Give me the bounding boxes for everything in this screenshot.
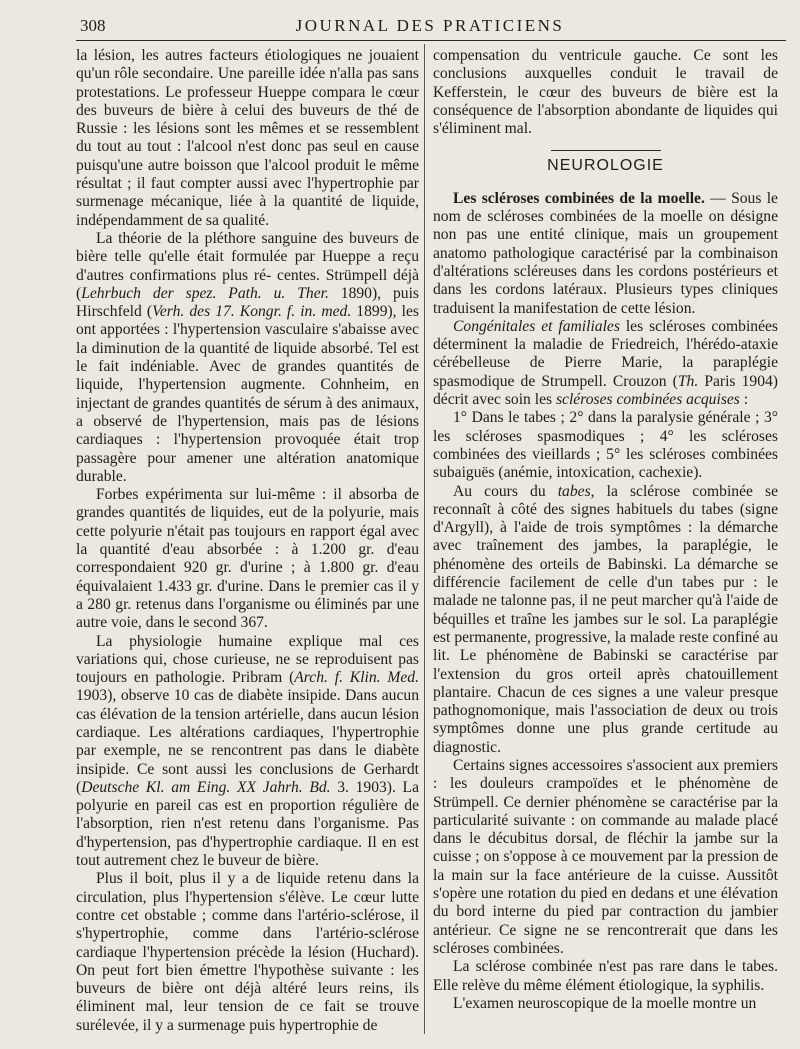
paragraph: Certains signes accessoires s'associent aux premiers : les douleurs crampoïdes et le phénomène de Strümpell. Ce dernier phénomène se caractérise par la particularité suivante : on commande au malade placé dans le décubitus dorsal, de fléchir la jambe sur la cuisse ; on s'oppose à ce mouvement par la pression de la main sur la face antérieure de la cuisse. Aussitôt s'opère une rotation du pied en dedans et une élévation du bord interne du pied par contraction du jambier antérieur. Ce signe ne se rencontrerait que dans les scléroses combinées.	[433, 756, 778, 957]
page-header	[80, 14, 780, 38]
header-rule	[76, 40, 786, 41]
section-rule	[551, 150, 661, 151]
left-column	[76, 47, 419, 1035]
section-heading	[433, 150, 778, 175]
paragraph: la lésion, les autres facteurs étiologiques ne jouaient qu'un rôle secondaire. Une pareille idée n'alla pas sans protestations. Le professeur Hueppe compara le cœur des buveurs de bière à celui des buveurs de thé de Russie : les lésions sont les mêmes et se ressemblent du tout au tout : l'alcool n'est donc pas seul en cause puisqu'une autre boisson que l'alcool produit le même résultat ; il faut compter aussi avec l'hypertrophie par surmenage mécanique, liée à la quantité de liquide, indépendamment de sa qualité.	[76, 47, 419, 229]
paragraph: La physiologie humaine explique mal ces variations qui, chose curieuse, ne se reproduisent pas toujours en pathologie. Pribram (Arch. f. Klin. Med. 1903), observe 10 cas de diabète insipide. Dans aucun cas élévation de la tension artérielle, dans aucun lésion cardiaque. Les altérations cardiaques, l'hypertrophie par exemple, ne se rencontrent pas dans le diabète insipide. Ce sont aussi les conclusions de Gerhardt (Deutsche Kl. am Eing. XX Jahrh. Bd. 3. 1903). La polyurie en pareil cas est en proportion régulière de l'absorption, rien n'est retenu dans l'organisme. Pas d'hypertension, pas d'hypertrophie cardiaque. Il en est tout autrement chez le buveur de bière.	[76, 632, 419, 870]
paragraph: Plus il boit, plus il y a de liquide retenu dans la circulation, plus l'hypertension s'élève. Le cœur lutte contre cet obstable ; comme dans l'artério-sclérose, il s'hypertrophie, comme dans l'artério-sclérose cardiaque l'hypertension précède la lésion (Huchard). On peut fort bien émettre l'hypothèse suivante : les buveurs de bière ont déjà altéré leurs reins, ils éliminent mal, leur tension de ce fait se trouve surélevée, il y a surmenage puis hypertrophie de	[76, 870, 419, 1034]
paragraph: 1° Dans le tabes ; 2° dans la paralysie générale ; 3° les scléroses spasmodiques ; 4° les scléroses combinées des vieillards ; 5° les scléroses combinées subaiguës (anémie, intoxication, cachexie).	[433, 409, 778, 482]
paragraph: Les scléroses combinées de la moelle. — Sous le nom de scléroses combinées de la moelle on désigne non pas une entité clinique, mais un groupement anatomo pathologique caractérisé par la combinaison d'altérations scléreuses dans les cordons postérieurs et dans les cordons latéraux. Plusieurs types cliniques traduisent la manifestation de cette lésion.	[433, 189, 778, 317]
page-number: 308	[80, 16, 106, 35]
paragraph: L'examen neuroscopique de la moelle montre un	[453, 994, 757, 1012]
paragraph: Congénitales et familiales les scléroses combinées déterminent la maladie de Friedreich, l'hérédo-ataxie cérébelleuse de Pierre Marie, la paraplégie spasmodique de Strumpell. Crouzon (Th. Paris 1904) décrit avec soin les scléroses combinées acquises :	[433, 317, 778, 409]
section-title: NEUROLOGIE	[547, 157, 664, 175]
column-divider	[424, 44, 425, 1034]
paragraph: La sclérose combinée n'est pas rare dans le tabes. Elle relève du même élément étiologique, la syphilis.	[433, 958, 778, 994]
right-column	[433, 47, 778, 1013]
running-title: JOURNAL DES PRATICIENS	[295, 16, 565, 35]
paragraph: Au cours du tabes, la sclérose combinée se reconnaît à côté des signes habituels du tabes (signe d'Argyll), à l'aide de trois symptômes : la démarche avec traînement des jambes, la paraplégie, le phénomène des orteils de Babinski. La démarche se différencie facilement de celle d'un tabes pur : le malade ne talonne pas, il ne peut marcher qu'à l'aide de béquilles et traîne les jambes sur le sol. La paraplégie est permanente, progressive, la malade reste confiné au lit. Le phénomène de Babinski se caractérise par l'extension du gros orteil après chatouillement plantaire. Chacun de ces signes a une valeur presque pathognomonique, mais l'association de deux ou trois symptômes donne une plus grande certitude au diagnostic.	[433, 482, 779, 756]
paragraph: compensation du ventricule gauche. Ce sont les conclusions auxquelles conduit le travail de Kefferstein, le cœur des buveurs de bière est la conséquence de l'absorption abondante de liquides qui s'éliminent mal.	[433, 47, 778, 138]
paragraph: Forbes expérimenta sur lui-même : il absorba de grandes quantités de liquides, eut de la polyurie, mais cette polyurie n'était pas toujours en rapport égal avec la quantité d'eau absorbée : à 1.200 gr. d'eau correspondaient 920 gr. d'urine ; à 1.800 gr. d'eau équivalaient 1.433 gr. d'urine. Dans le premier cas il y a 280 gr. retenus dans l'organisme ou éliminés par une autre voie, dans le second 367.	[76, 486, 419, 632]
article-title: Les scléroses combinées de la moelle.	[453, 189, 705, 207]
paragraph: La théorie de la pléthore sanguine des buveurs de bière telle qu'elle était formulée par Hueppe a reçu d'autres confirmations plus ré- centes. Strümpell déjà (Lehrbuch der spez. Path. u. Ther. 1890), puis Hirschfeld (Verh. des 17. Kongr. f. in. med. 1899), les ont apportées : l'hypertension vasculaire s'abaisse avec la diminution de la quantité de liquide absorbé. Tel est le fait indéniable. Avec de grandes quantités de liquide, l'hypertension augmente. Cohnheim, en injectant de grandes quantités de sérum à des animaux, a observé de l'hypertension, mais pas de lésions cardiaques : l'hypertension provoquée était trop passagère pour amener une altération anatomique durable.	[76, 229, 419, 485]
